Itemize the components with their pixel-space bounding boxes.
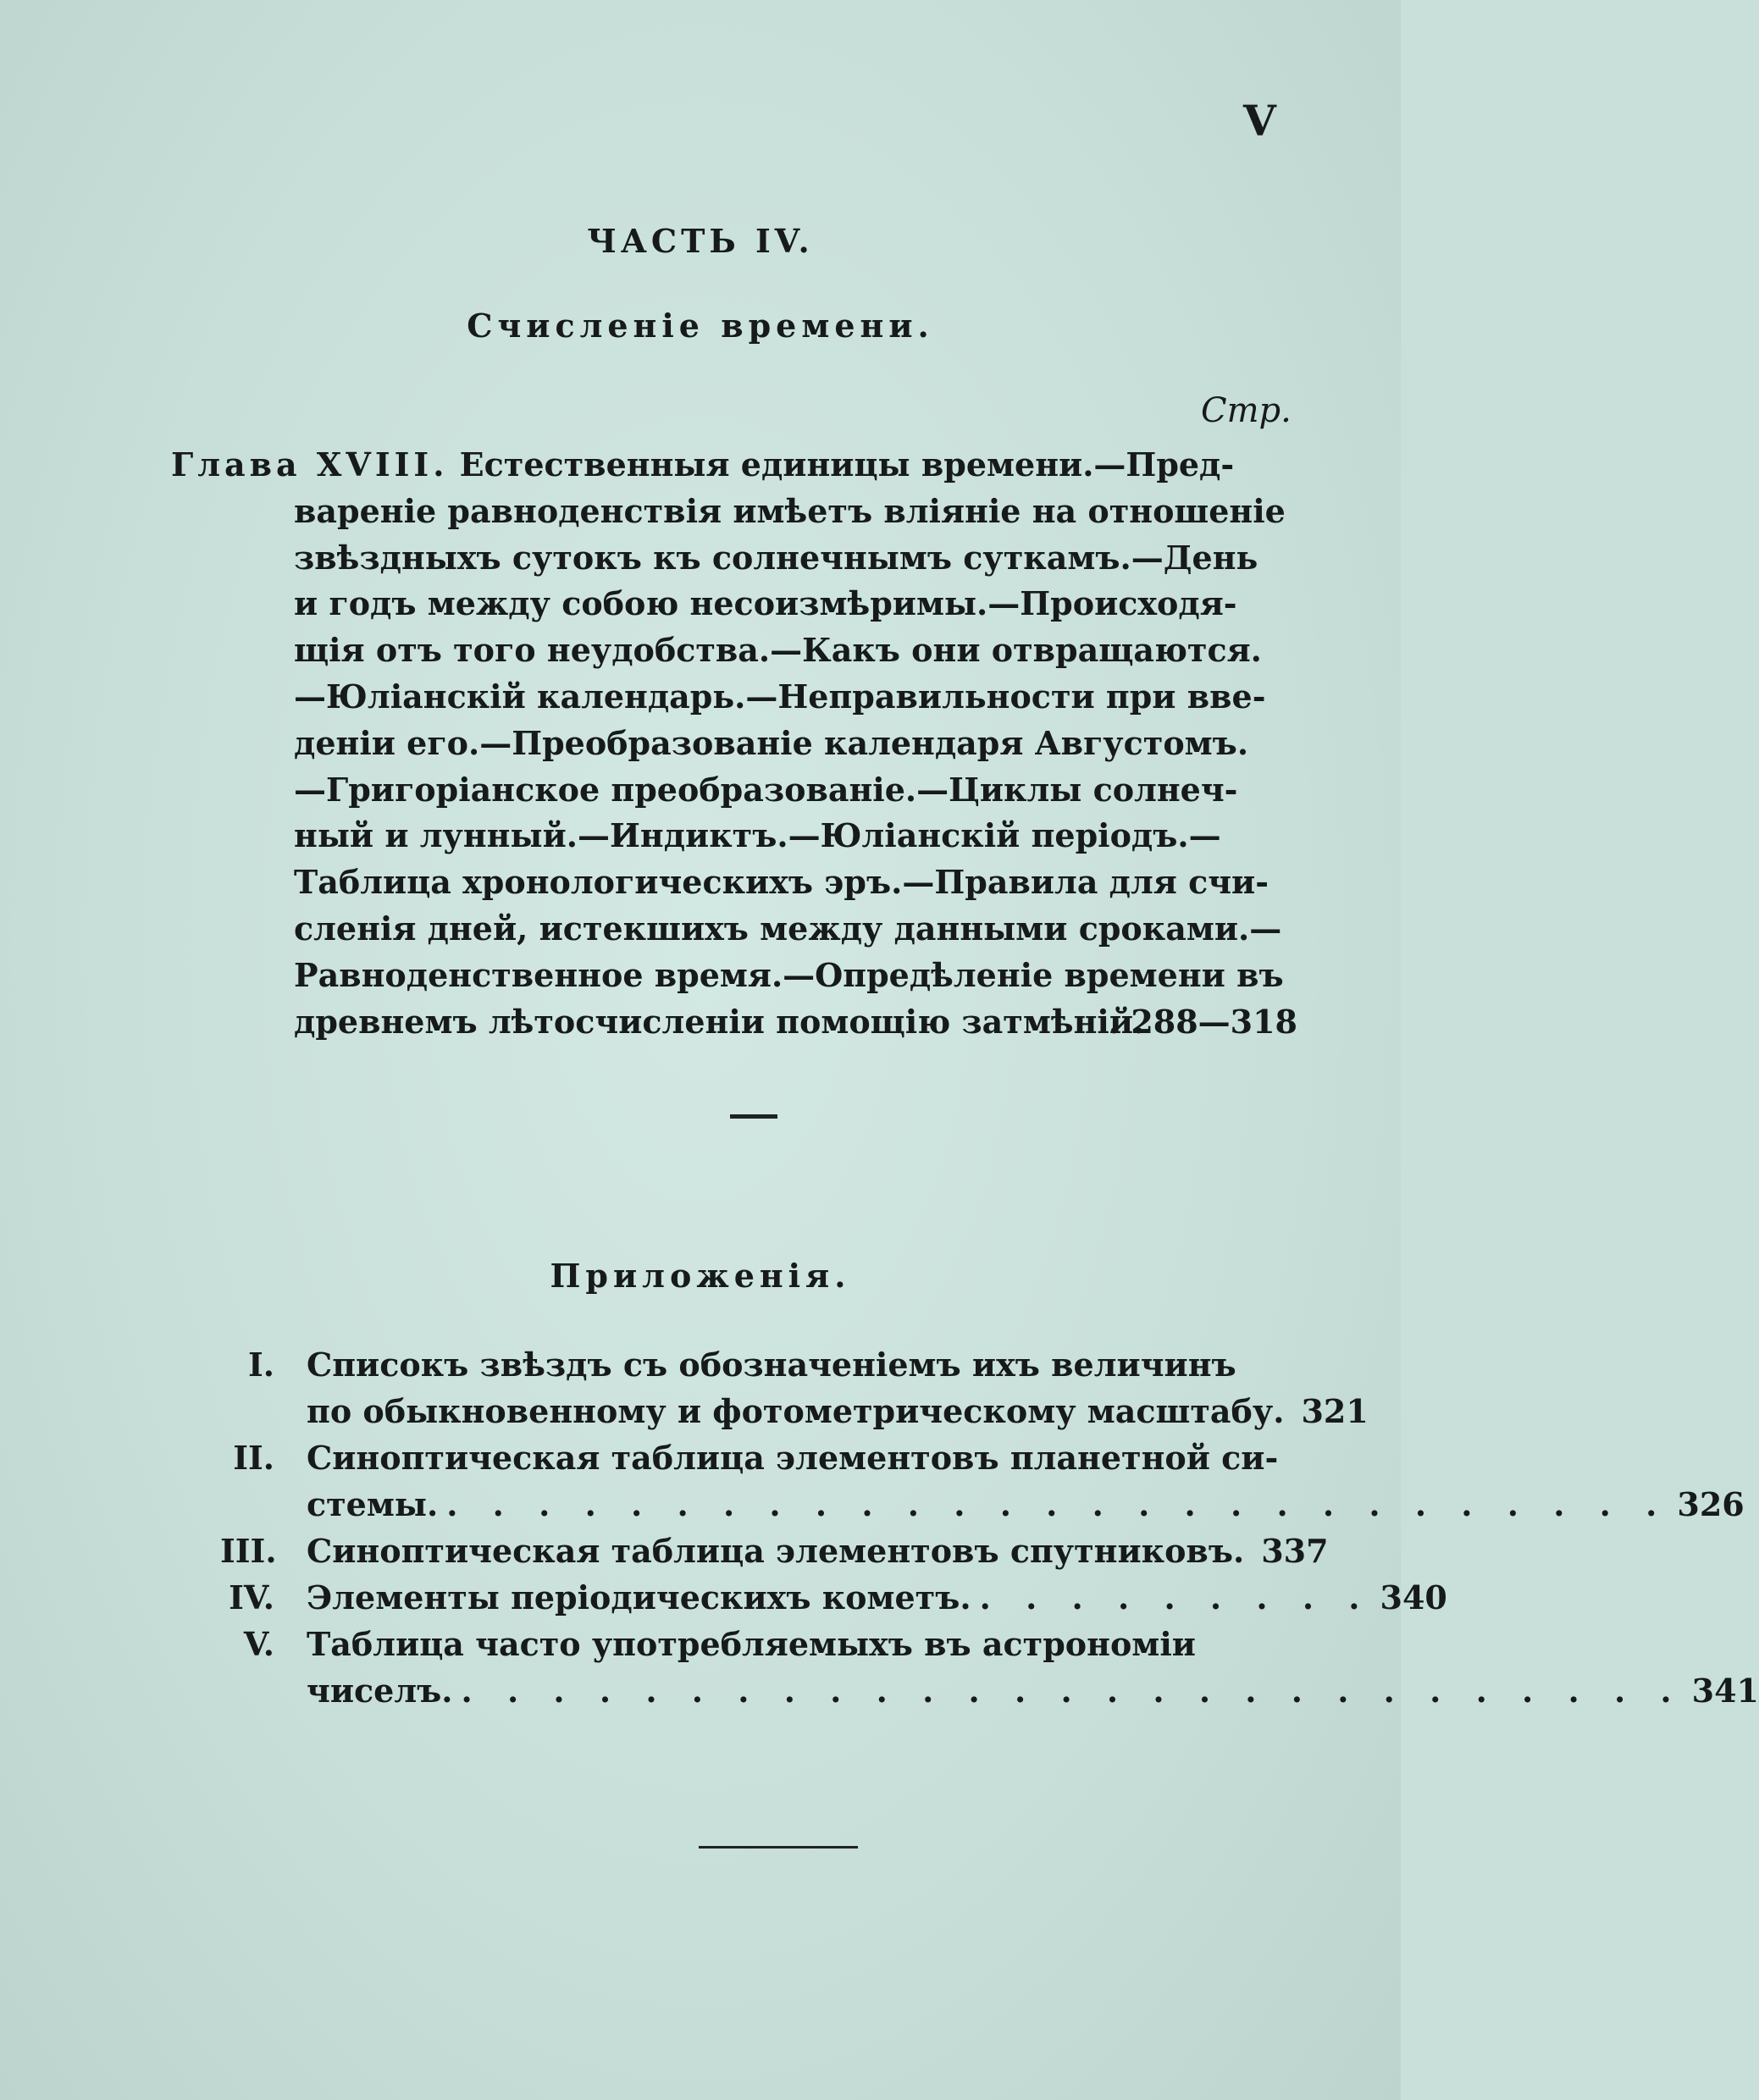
part-title: ЧАСТЬ IV. [587,222,814,260]
appendix-item [220,1434,1745,1528]
appendix-item-page: 337 [1261,1532,1329,1570]
chapter-entry [171,442,1297,1045]
appendix-item-line: чиселъ. [307,1672,453,1710]
chapter-page-range: . 288—318 [1108,1002,1297,1041]
chapter-line: Глава XVIII. Естественныя единицы времени.—Пред- [171,445,1235,484]
chapter-line: —Григоріанское преобразованіе.—Циклы солнеч- [294,770,1238,809]
chapter-line: Равноденственное время.—Опредѣленіе времени въ [294,955,1284,994]
appendix-item-line: по обыкновенному и фотометрическому масштабу. [307,1392,1285,1430]
chapter-line-last: древнемъ лѣтосчисленіи помощію затмѣній. . 288—318 [171,999,1297,1046]
chapter-heading: Глава XVIII. [171,445,449,484]
leader-dots: . . . . . . . . . [979,1578,1372,1616]
appendix-item-number: III. [220,1532,277,1570]
appendix-item-line: Таблица часто употребляемыхъ въ астрономіи [307,1625,1196,1663]
appendix-item-line: Элементы періодическихъ кометъ. [307,1578,971,1616]
appendix-item-page: 340 [1380,1578,1447,1616]
appendix-item-line: Списокъ звѣздъ съ обозначеніемъ ихъ величинъ [307,1346,1236,1384]
chapter-line: ный и лунный.—Индиктъ.—Юліанскій періодъ.— [294,816,1221,855]
leader-dots: . . . . . . . . . . . . . . . . . . . . . . . . . . . [446,1485,1669,1523]
part-subtitle: Счисленіе времени. [467,307,934,345]
appendix-item-line: стемы. [307,1485,439,1523]
chapter-line: звѣздныхъ сутокъ къ солнечнымъ суткамъ.—День [294,538,1258,577]
chapter-line: вареніе равноденствія имѣетъ вліяніе на отношеніе [294,491,1286,530]
page-column-label: Стр. [1201,391,1292,430]
appendix-item-page: 321 [1301,1392,1369,1430]
appendix-item-number: V. [243,1625,274,1663]
appendix-item [220,1341,1369,1434]
appendix-item-page: 341 [1691,1672,1759,1710]
chapter-line: Таблица хронологическихъ эръ.—Правила для счи- [294,863,1269,902]
chapter-line: —Юліанскій календарь.—Неправильности при вве- [294,677,1266,716]
appendix-item-number: II. [233,1439,274,1477]
appendix-item [220,1574,1447,1621]
appendix-item [220,1621,1759,1714]
chapter-line: и годъ между собою несоизмѣримы.—Происходя- [294,584,1237,623]
appendix-item-page: 326 [1677,1485,1745,1523]
appendix-item-number: IV. [229,1578,274,1616]
appendix-item-number: I. [247,1346,274,1384]
appendix-item-line: Синоптическая таблица элементовъ планетной си- [307,1439,1279,1477]
chapter-line: деніи его.—Преобразованіе календаря Августомъ. [294,723,1249,762]
chapter-line: щія отъ того неудобства.—Какъ они отвращаются. [294,631,1262,670]
section-divider [730,1114,777,1119]
appendix-list [220,1341,1759,1714]
leader-dots: . . . . . . . . . . . . . . . . . . . . . . . . . . . [461,1672,1684,1710]
appendix-item [220,1528,1329,1574]
appendix-item-line: Синоптическая таблица элементовъ спутниковъ. [307,1532,1245,1570]
chapter-line: сленія дней, истекшихъ между данными сроками.— [294,909,1282,948]
end-divider [699,1846,858,1849]
appendix-title: Приложенія. [550,1257,851,1295]
page-number: V [1243,96,1276,146]
